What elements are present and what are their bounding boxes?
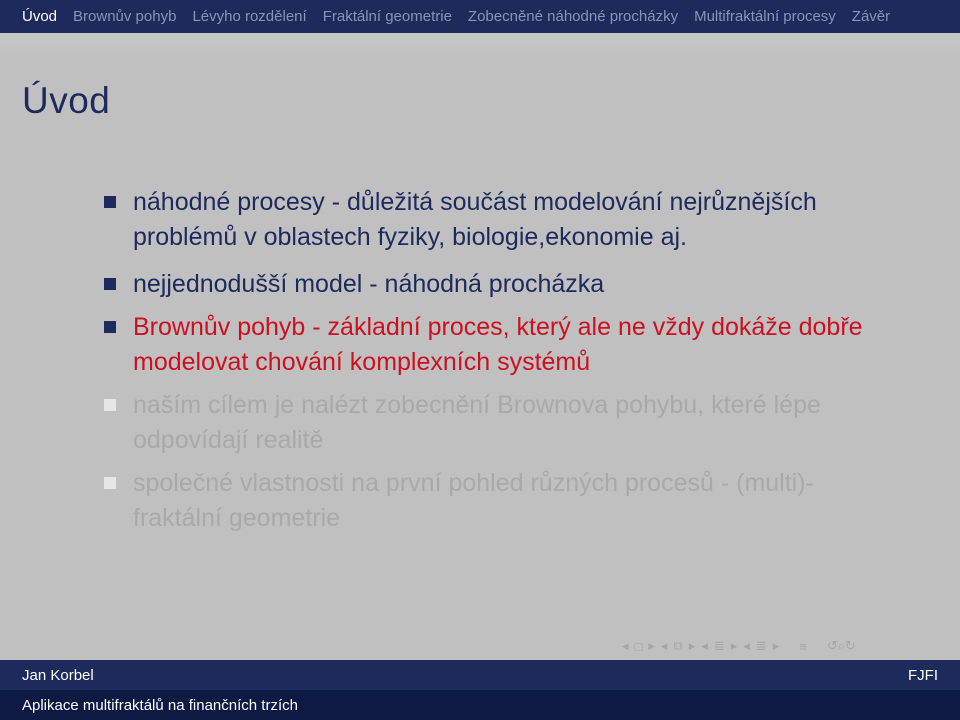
section-navigation (0, 0, 960, 33)
arrow-right-icon[interactable]: ▸ (688, 638, 696, 653)
zoom-icon[interactable]: ↺⌕↻ (826, 638, 856, 653)
bullet-item-covered (100, 388, 900, 458)
nav-item-levyho-rozdeleni[interactable]: Lévyho rozdělení (192, 8, 307, 25)
bullet-text: naším cílem je nalézt zobecnění Brownova pohybu, které lépe odpovídají realitě (133, 391, 821, 454)
bullet-item (100, 185, 900, 255)
square-bullet-icon (104, 196, 116, 208)
bullet-item (100, 267, 900, 302)
bullet-text: nejjednodušší model - náhodná procházka (133, 270, 605, 298)
frame-title: Úvod (22, 80, 111, 121)
nav-item-multifraktalni-procesy[interactable]: Multifraktální procesy (694, 8, 836, 25)
beamer-navigation-symbols (622, 637, 952, 655)
slide-icon[interactable]: ≣ (755, 638, 767, 653)
footer-author-bar (0, 660, 960, 690)
footer-title-bar (0, 690, 960, 720)
bullet-text: Brownův pohyb - základní proces, který ale ne vždy dokáže dobře modelovat chování komplexních systémů (133, 313, 863, 376)
frame-icon[interactable]: □ (634, 638, 643, 654)
arrow-left-icon[interactable]: ◂ (701, 638, 708, 653)
section-icon[interactable]: ≣ (713, 638, 725, 653)
arrow-left-icon[interactable]: ◂ (743, 638, 750, 653)
arrow-left-icon[interactable]: ◂ (622, 638, 629, 653)
bullet-item-covered (100, 466, 900, 536)
square-bullet-icon (104, 477, 116, 489)
arrow-right-icon[interactable]: ▸ (648, 638, 655, 653)
square-bullet-icon (104, 321, 116, 333)
nav-item-brownuv-pohyb[interactable]: Brownův pohyb (73, 8, 177, 25)
arrow-left-icon[interactable]: ◂ (660, 638, 668, 653)
bullet-list (100, 185, 900, 536)
nav-item-zaver[interactable]: Závěr (851, 8, 891, 25)
square-bullet-icon (104, 278, 116, 290)
nav-item-zobecnene-nahodne-prochazky[interactable]: Zobecněné náhodné procházky (467, 8, 679, 25)
arrow-right-icon[interactable]: ▸ (772, 638, 780, 653)
footer-talk-title: Aplikace multifraktálů na finančních trzích (22, 697, 298, 714)
nav-item-fraktalni-geometrie[interactable]: Fraktální geometrie (322, 8, 452, 25)
bullet-text: společné vlastnosti na první pohled různých procesů - (multi)-fraktální geometrie (133, 469, 814, 532)
align-icon[interactable]: ≡ (799, 638, 807, 654)
arrow-right-icon[interactable]: ▸ (730, 638, 738, 653)
square-bullet-icon (104, 399, 116, 411)
header-stripe (0, 33, 960, 61)
bullet-item-highlighted (100, 310, 900, 380)
bullet-text: náhodné procesy - důležitá součást modelování nejrůznějších problémů v oblastech fyziky, biologie,ekonomie aj. (133, 188, 817, 251)
subsection-icon[interactable]: ⧉ (673, 638, 683, 653)
footer-institute: FJFI (908, 667, 938, 684)
footer-author: Jan Korbel (22, 667, 94, 684)
nav-item-uvod[interactable]: Úvod (22, 8, 58, 25)
